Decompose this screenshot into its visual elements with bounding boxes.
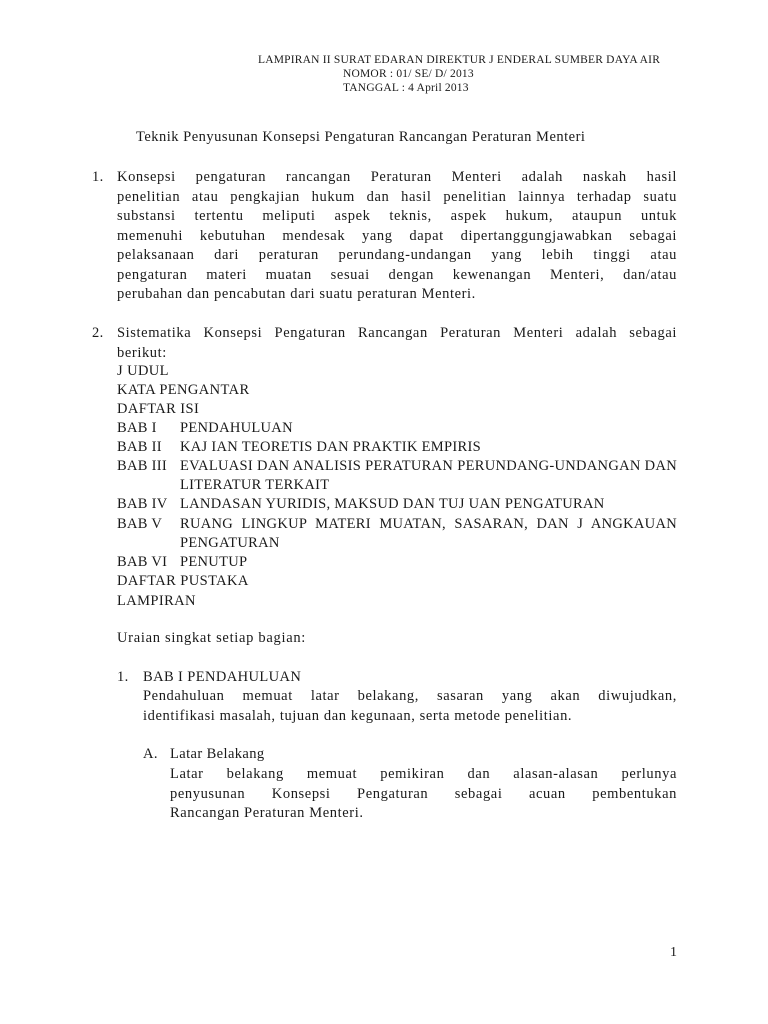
bab-number: BAB V: [117, 516, 163, 532]
uraian-intro: Uraian singkat setiap bagian:: [117, 630, 307, 646]
outline-daftar-pustaka: DAFTAR PUSTAKA: [117, 573, 249, 589]
sub-section-paragraph: [170, 765, 677, 824]
bab-number: BAB III: [117, 458, 168, 474]
outline-lampiran: LAMPIRAN: [117, 593, 196, 609]
header-nomor: NOMOR : 01/ SE/ D/ 2013: [343, 68, 474, 80]
paragraph-line: memenuhi kebutuhan mendesak yang dapat dipertanggungjawabkan sebagai: [117, 227, 677, 244]
paragraph-line: perubahan dan pencabutan dari suatu peraturan Menteri.: [117, 286, 476, 302]
item-1-paragraph: [117, 168, 677, 305]
bab-number: BAB IV: [117, 496, 168, 512]
sub-item-paragraph: [143, 687, 677, 726]
bab-number: BAB II: [117, 439, 162, 455]
item-number: 1.: [92, 169, 104, 185]
paragraph-line: penelitian atau pengkajian hukum dan hasil penelitian lainnya terhadap suatu: [117, 188, 677, 205]
sub-section-letter: A.: [143, 746, 158, 762]
header-line-1: LAMPIRAN II SURAT EDARAN DIREKTUR J ENDERAL SUMBER DAYA AIR: [258, 54, 661, 66]
bab-number: BAB VI: [117, 554, 168, 570]
paragraph-line: Pendahuluan memuat latar belakang, sasaran yang akan diwujudkan,: [143, 688, 677, 704]
sub-item-number: 1.: [117, 669, 129, 685]
page-number: 1: [670, 945, 677, 960]
paragraph-line: Latar belakang memuat pemikiran dan alasan-alasan perlunya: [170, 766, 677, 782]
sub-section-heading: Latar Belakang: [170, 746, 265, 762]
header-tanggal: TANGGAL : 4 April 2013: [343, 82, 469, 94]
item-2-paragraph: [117, 324, 677, 363]
document-title: Teknik Penyusunan Konsepsi Pengaturan Rancangan Peraturan Menteri: [136, 129, 586, 145]
paragraph-line: berikut:: [117, 344, 167, 361]
bab-title: KAJ IAN TEORETIS DAN PRAKTIK EMPIRIS: [180, 439, 481, 455]
bab-title: PENDAHULUAN: [180, 420, 293, 436]
paragraph-line: identifikasi masalah, tujuan dan kegunaan, serta metode penelitian.: [143, 707, 573, 724]
bab-title: RUANG LINGKUP MATERI MUATAN, SASARAN, DAN J ANGKAUAN: [180, 516, 677, 532]
sub-item-heading: BAB I PENDAHULUAN: [143, 669, 302, 685]
paragraph-line: Konsepsi pengaturan rancangan Peraturan Menteri adalah naskah hasil: [117, 169, 677, 185]
bab-title-continuation: PENGATURAN: [180, 535, 280, 551]
paragraph-line: substansi tertentu meliputi aspek teknis, aspek hukum, ataupun untuk: [117, 208, 677, 224]
paragraph-line: Sistematika Konsepsi Pengaturan Rancangan Peraturan Menteri adalah sebagai: [117, 325, 677, 341]
outline-judul: J UDUL: [117, 363, 169, 379]
paragraph-line: penyusunan Konsepsi Pengaturan sebagai acuan pembentukan: [170, 785, 677, 802]
outline-kata-pengantar: KATA PENGANTAR: [117, 382, 250, 398]
bab-title: PENUTUP: [180, 554, 248, 570]
paragraph-line: Rancangan Peraturan Menteri.: [170, 805, 364, 821]
paragraph-line: pengaturan materi muatan sesuai dengan kewenangan Menteri, dan/atau: [117, 266, 677, 283]
item-number: 2.: [92, 325, 104, 341]
bab-title-continuation: LITERATUR TERKAIT: [180, 477, 330, 493]
bab-title: LANDASAN YURIDIS, MAKSUD DAN TUJ UAN PENGATURAN: [180, 496, 605, 512]
paragraph-line: pelaksanaan dari peraturan perundang-undangan yang lebih tinggi atau: [117, 247, 677, 263]
outline-daftar-isi: DAFTAR ISI: [117, 401, 200, 417]
bab-title: EVALUASI DAN ANALISIS PERATURAN PERUNDANG-UNDANGAN DAN: [180, 458, 677, 474]
bab-number: BAB I: [117, 420, 157, 436]
